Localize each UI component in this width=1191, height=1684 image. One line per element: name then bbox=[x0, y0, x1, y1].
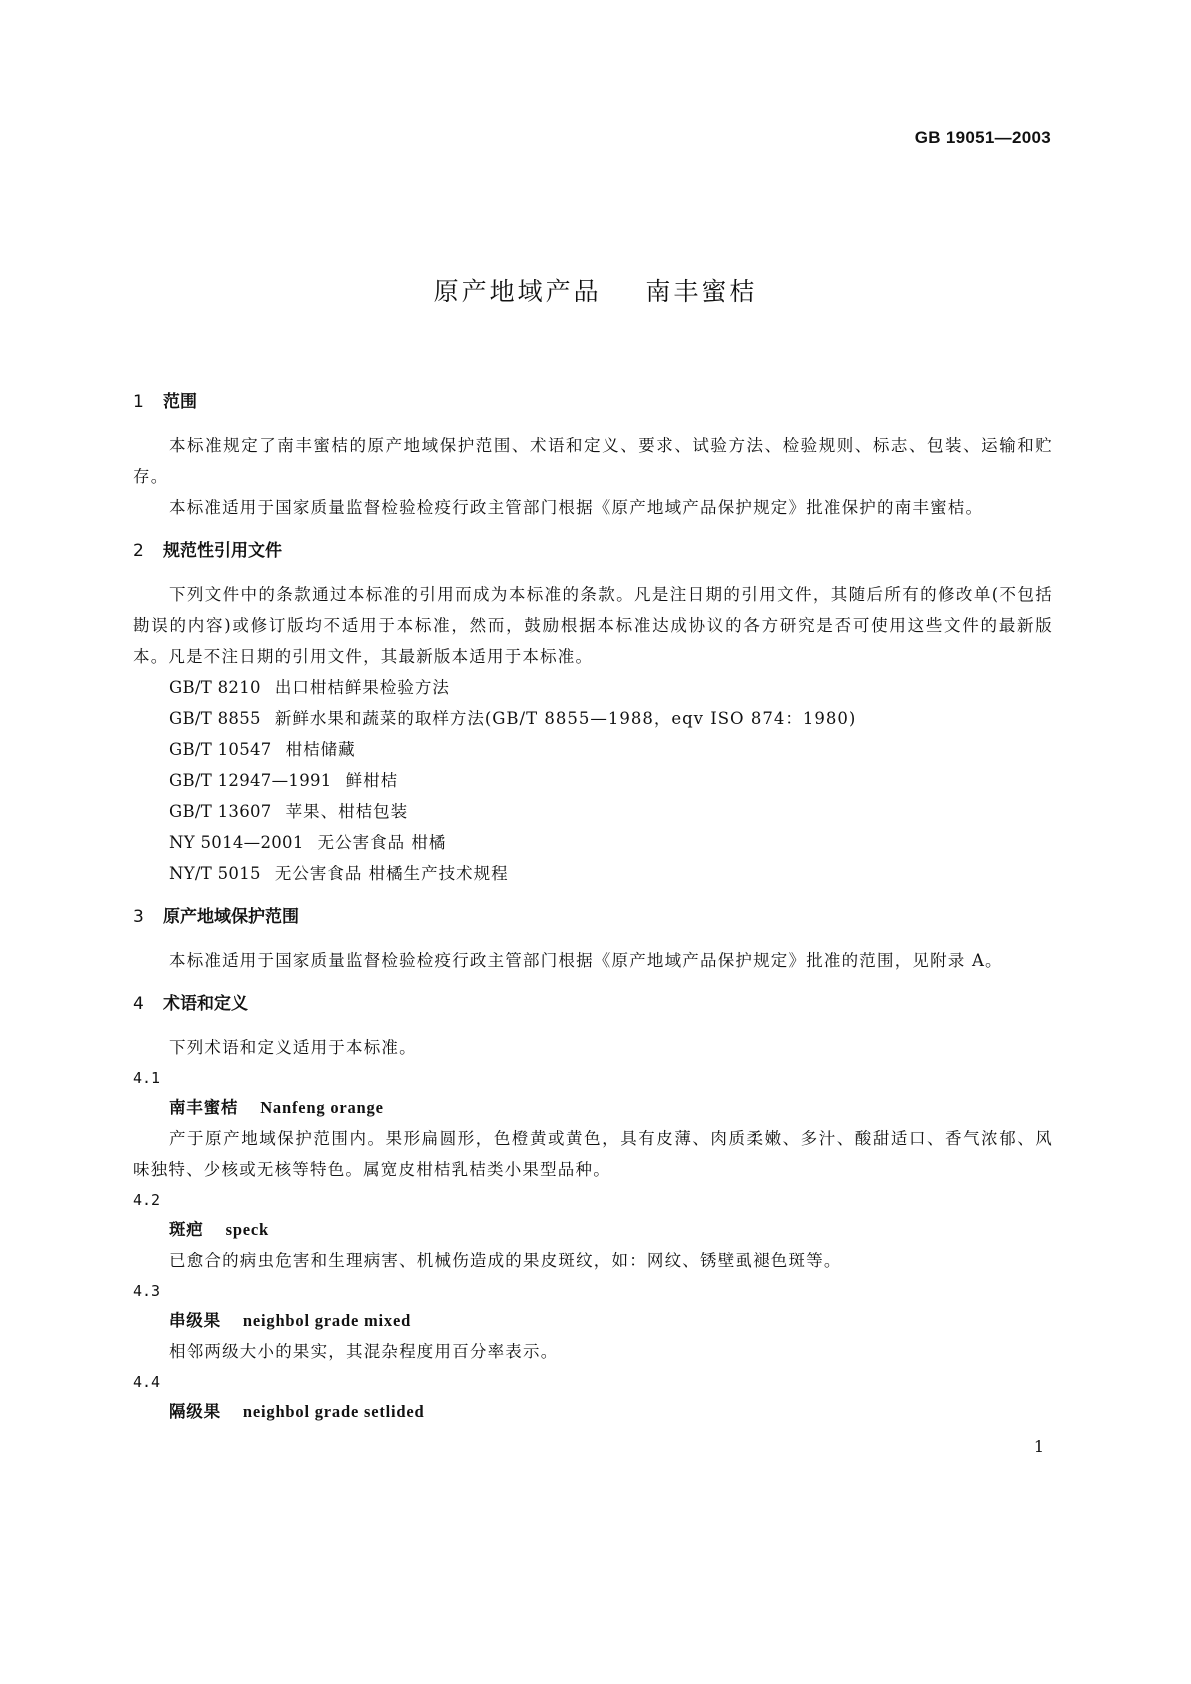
reference-code: NY 5014—2001 bbox=[169, 833, 304, 852]
scope-paragraph-2: 本标准适用于国家质量监督检验检疫行政主管部门根据《原产地域产品保护规定》批准保护的南丰蜜桔。 bbox=[169, 498, 984, 517]
reference-item bbox=[133, 858, 1053, 889]
document-title: 原产地域产品 南丰蜜桔 bbox=[433, 277, 758, 306]
terms-intro: 下列术语和定义适用于本标准。 bbox=[169, 1038, 417, 1057]
standard-code: GB 19051—2003 bbox=[914, 128, 1051, 147]
reference-title: 柑桔储藏 bbox=[285, 740, 356, 759]
scope-paragraph-1: 本标准规定了南丰蜜桔的原产地域保护范围、术语和定义、要求、试验方法、检验规则、标志、包装、运输和贮存。 bbox=[133, 436, 1053, 486]
reference-item bbox=[133, 672, 1053, 703]
term-name-zh: 串级果 bbox=[169, 1311, 221, 1330]
term-name-zh: 南丰蜜桔 bbox=[169, 1098, 239, 1117]
protection-scope-paragraph: 本标准适用于国家质量监督检验检疫行政主管部门根据《原产地域产品保护规定》批准的范围，见附录 A。 bbox=[169, 951, 1003, 970]
term-number: 4.4 bbox=[133, 1373, 161, 1391]
section-heading-normative-references bbox=[133, 539, 1053, 563]
term-heading bbox=[133, 1093, 1053, 1123]
term-name-zh: 隔级果 bbox=[169, 1402, 221, 1421]
reference-item bbox=[133, 765, 1053, 796]
term-number: 4.3 bbox=[133, 1282, 161, 1300]
section-number: 1 bbox=[133, 392, 144, 412]
term-name-en: neighbol grade setlided bbox=[242, 1402, 425, 1421]
reference-list bbox=[133, 672, 1053, 889]
reference-title: 新鲜水果和蔬菜的取样方法(GB/T 8855—1988，eqv ISO 874：1980) bbox=[274, 709, 857, 728]
reference-item bbox=[133, 827, 1053, 858]
section-title: 规范性引用文件 bbox=[163, 541, 282, 561]
section-number: 3 bbox=[133, 907, 144, 927]
section-title: 术语和定义 bbox=[163, 994, 248, 1014]
term-name-en: Nanfeng orange bbox=[260, 1098, 384, 1117]
reference-title: 无公害食品 柑橘生产技术规程 bbox=[274, 864, 509, 883]
reference-code: NY/T 5015 bbox=[169, 864, 261, 883]
term-heading bbox=[133, 1215, 1053, 1245]
term-heading bbox=[133, 1397, 1053, 1427]
section-number: 2 bbox=[133, 541, 144, 561]
reference-title: 鲜柑桔 bbox=[345, 771, 399, 790]
term-number: 4.1 bbox=[133, 1069, 161, 1087]
section-title: 范围 bbox=[163, 392, 197, 412]
section-heading-terms-definitions bbox=[133, 992, 1053, 1016]
term-name-en: speck bbox=[225, 1220, 270, 1239]
reference-title: 无公害食品 柑橘 bbox=[317, 833, 447, 852]
term-definition: 产于原产地域保护范围内。果形扁圆形，色橙黄或黄色，具有皮薄、肉质柔嫩、多汁、酸甜适口、香气浓郁、风味独特、少核或无核等特色。属宽皮柑桔乳桔类小果型品种。 bbox=[133, 1129, 1053, 1179]
reference-title: 出口柑桔鲜果检验方法 bbox=[274, 678, 450, 697]
references-intro: 下列文件中的条款通过本标准的引用而成为本标准的条款。凡是注日期的引用文件，其随后所有的修改单(不包括勘误的内容)或修订版均不适用于本标准，然而，鼓励根据本标准达成协议的各方研究是否可使用这些文件的最新版本。凡是不注日期的引用文件，其最新版本适用于本标准。 bbox=[133, 585, 1053, 666]
reference-code: GB/T 8210 bbox=[169, 678, 261, 697]
section-heading-scope bbox=[133, 390, 1053, 414]
reference-item bbox=[133, 734, 1053, 765]
term-name-en: neighbol grade mixed bbox=[242, 1311, 412, 1330]
reference-item bbox=[133, 703, 1053, 734]
term-definition: 已愈合的病虫危害和生理病害、机械伤造成的果皮斑纹，如：网纹、锈壁虱褪色斑等。 bbox=[169, 1251, 842, 1270]
reference-code: GB/T 8855 bbox=[169, 709, 261, 728]
reference-item bbox=[133, 796, 1053, 827]
page-number: 1 bbox=[1033, 1437, 1044, 1456]
term-heading bbox=[133, 1306, 1053, 1336]
reference-code: GB/T 10547 bbox=[169, 740, 272, 759]
document-body bbox=[133, 390, 1053, 1427]
reference-title: 苹果、柑桔包装 bbox=[285, 802, 409, 821]
reference-code: GB/T 12947—1991 bbox=[169, 771, 332, 790]
section-number: 4 bbox=[133, 994, 144, 1014]
reference-code: GB/T 13607 bbox=[169, 802, 272, 821]
section-heading-protection-scope bbox=[133, 905, 1053, 929]
term-number: 4.2 bbox=[133, 1191, 161, 1209]
section-title: 原产地域保护范围 bbox=[163, 907, 299, 927]
term-definition: 相邻两级大小的果实，其混杂程度用百分率表示。 bbox=[169, 1342, 559, 1361]
term-name-zh: 斑疤 bbox=[169, 1220, 204, 1239]
